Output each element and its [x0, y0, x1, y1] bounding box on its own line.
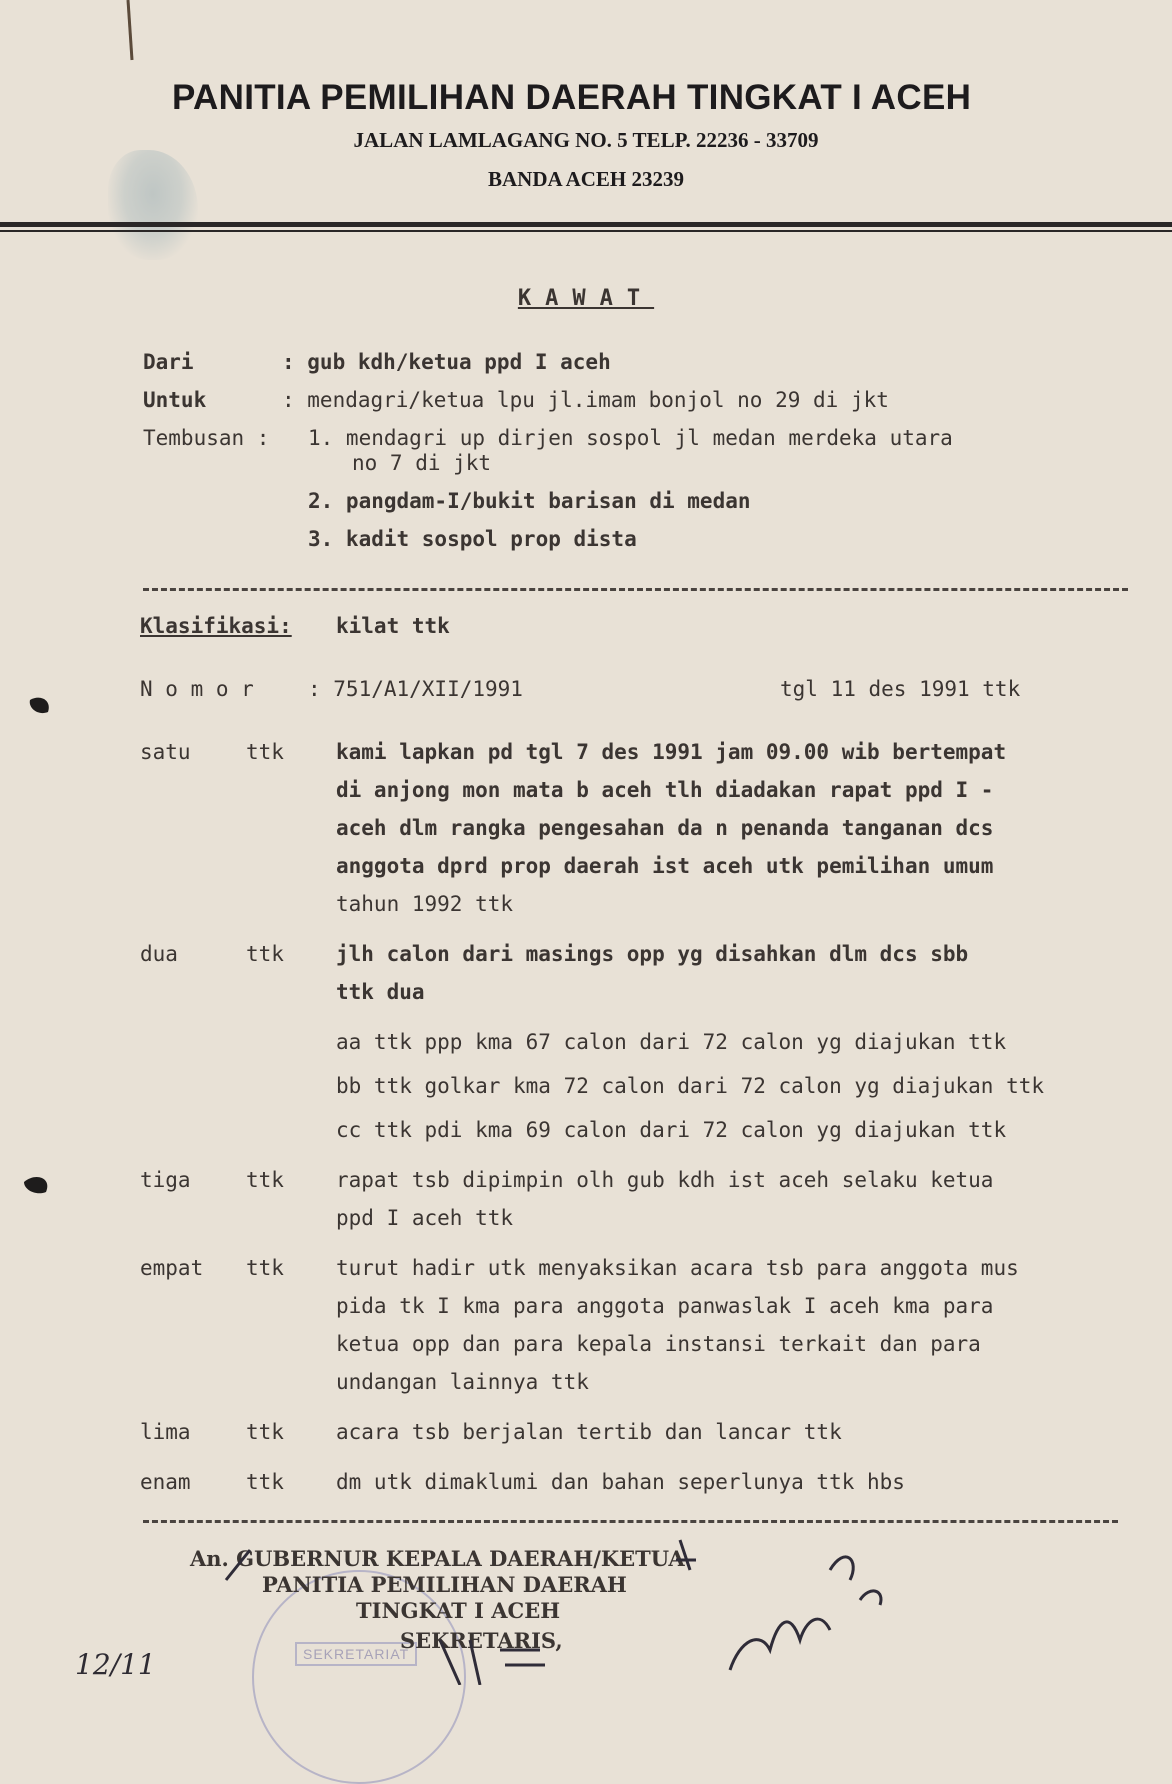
nomor-value: : 751/A1/XII/1991	[308, 677, 523, 701]
item-ttk: ttk	[246, 942, 284, 966]
item-subline: aa ttk ppp kma 67 calon dari 72 calon yg diajukan ttk	[336, 1030, 1007, 1054]
item-line: dm utk dimaklumi dan bahan seperlunya ttk hbs	[336, 1470, 905, 1494]
tembusan-item: 2. pangdam-I/bukit barisan di medan	[308, 489, 751, 513]
item-line: kami lapkan pd tgl 7 des 1991 jam 09.00 wib bertempat	[336, 740, 1007, 764]
item-ttk: ttk	[246, 1168, 284, 1192]
item-line: jlh calon dari masings opp yg disahkan dlm dcs sbb	[336, 942, 969, 966]
nomor-date: tgl 11 des 1991 ttk	[780, 677, 1021, 701]
item-line: rapat tsb dipimpin olh gub kdh ist aceh selaku ketua	[336, 1168, 994, 1192]
item-number: tiga	[140, 1168, 191, 1192]
klasifikasi-value: kilat ttk	[336, 614, 450, 638]
item-line: ttk dua	[336, 980, 425, 1004]
tembusan-item: 3. kadit sospol prop dista	[308, 527, 637, 551]
item-line: di anjong mon mata b aceh tlh diadakan rapat ppd I -	[336, 778, 994, 802]
item-line: tahun 1992 ttk	[336, 892, 514, 916]
item-line: undangan lainnya ttk	[336, 1370, 589, 1394]
item-ttk: ttk	[246, 740, 284, 764]
klasifikasi-label: Klasifikasi:	[140, 614, 292, 638]
untuk-label: Untuk	[143, 388, 207, 412]
document-title: KAWAT	[517, 286, 655, 311]
item-number: lima	[140, 1420, 191, 1444]
signature-line: SEKRETARIS,	[400, 1628, 563, 1653]
letterhead-city: BANDA ACEH 23239	[487, 167, 685, 191]
tembusan-label: Tembusan :	[143, 426, 270, 450]
item-line: ppd I aceh ttk	[336, 1206, 514, 1230]
item-line: aceh dlm rangka pengesahan da n penanda tanganan dcs	[336, 816, 994, 840]
item-ttk: ttk	[246, 1420, 284, 1444]
signature-line: An. GUBERNUR KEPALA DAERAH/KETUA	[190, 1546, 685, 1571]
item-ttk: ttk	[246, 1470, 284, 1494]
item-line: anggota dprd prop daerah ist aceh utk pemilihan umum	[336, 854, 994, 878]
tembusan-item: 1. mendagri up dirjen sospol jl medan merdeka utara	[308, 426, 953, 450]
item-subline: cc ttk pdi kma 69 calon dari 72 calon yg diajukan ttk	[336, 1118, 1007, 1142]
item-number: empat	[140, 1256, 204, 1280]
item-line: acara tsb berjalan tertib dan lancar ttk	[336, 1420, 842, 1444]
nomor-label: N o m o r	[140, 677, 254, 701]
item-number: enam	[140, 1470, 191, 1494]
item-number: satu	[140, 740, 191, 764]
item-ttk: ttk	[246, 1256, 284, 1280]
item-line: pida tk I kma para anggota panwaslak I aceh kma para	[336, 1294, 994, 1318]
tembusan-item: no 7 di jkt	[352, 451, 492, 475]
item-subline: bb ttk golkar kma 72 calon dari 72 calon yg diajukan ttk	[336, 1074, 1045, 1098]
letterhead-address: JALAN LAMLAGANG NO. 5 TELP. 22236 - 33709	[353, 128, 819, 152]
dari-label: Dari	[143, 350, 194, 374]
handwritten-date: 12/11	[75, 1648, 156, 1681]
signature-line: TINGKAT I ACEH	[356, 1598, 561, 1623]
letterhead-title: PANITIA PEMILIHAN DAERAH TINGKAT I ACEH	[172, 78, 972, 117]
dari-value: : gub kdh/ketua ppd I aceh	[282, 350, 611, 374]
item-line: ketua opp dan para kepala instansi terkait dan para	[336, 1332, 981, 1356]
item-line: turut hadir utk menyaksikan acara tsb para anggota mus	[336, 1256, 1019, 1280]
untuk-value: : mendagri/ketua lpu jl.imam bonjol no 29 di jkt	[282, 388, 889, 412]
signature-line: PANITIA PEMILIHAN DAERAH	[262, 1572, 627, 1597]
item-number: dua	[140, 942, 178, 966]
stamp-label: SEKRETARIAT	[295, 1642, 417, 1666]
